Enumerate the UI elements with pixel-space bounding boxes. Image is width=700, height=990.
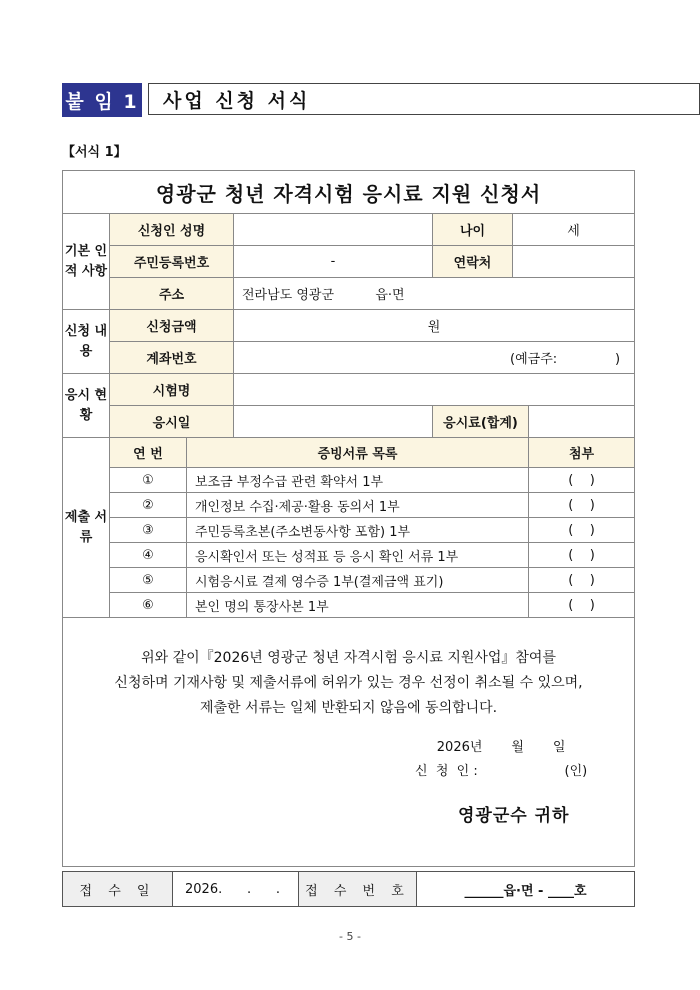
doc-name: 주민등록초본(주소변동사항 포함) 1부 <box>187 518 529 543</box>
doc-no: ② <box>110 493 187 518</box>
application-form-table <box>62 170 635 867</box>
doc-attach-check[interactable]: ( ) <box>529 518 635 543</box>
name-label: 신청인 성명 <box>110 214 234 246</box>
doc-attach-check[interactable]: ( ) <box>529 493 635 518</box>
section-header <box>62 83 311 117</box>
doc-name: 개인정보 수집·제공·활용 동의서 1부 <box>187 493 529 518</box>
receipt-number-label: 접 수 번 호 <box>299 872 417 907</box>
exam-date-label: 응시일 <box>110 406 234 438</box>
receipt-table <box>62 871 635 907</box>
doc-name: 본인 명의 통장사본 1부 <box>187 593 529 618</box>
contact-field[interactable] <box>513 246 635 278</box>
doc-attach-check[interactable]: ( ) <box>529 468 635 493</box>
doc-attach-check[interactable]: ( ) <box>529 568 635 593</box>
doc-attach-check[interactable]: ( ) <box>529 593 635 618</box>
doc-row <box>63 543 635 568</box>
doc-row <box>63 493 635 518</box>
statement-line-1: 위와 같이『2026년 영광군 청년 자격시험 응시료 지원사업』참여를 <box>141 650 556 666</box>
group-documents: 제출 서류 <box>63 438 110 618</box>
account-field[interactable]: (예금주: ) <box>234 342 635 374</box>
form-number: 【서식 1】 <box>62 145 127 160</box>
address-field[interactable]: 전라남도 영광군 읍·면 <box>234 278 635 310</box>
exam-date-field[interactable] <box>234 406 433 438</box>
sign-date[interactable]: 2026년 월 일 <box>436 740 566 755</box>
contact-label: 연락처 <box>433 246 513 278</box>
amount-label: 신청금액 <box>110 310 234 342</box>
account-label: 계좌번호 <box>110 342 234 374</box>
address-label: 주소 <box>110 278 234 310</box>
applicant-signature[interactable]: 신 청 인 : (인) <box>415 764 588 779</box>
doc-row <box>63 593 635 618</box>
addressee: 영광군수 귀하 <box>458 806 570 826</box>
rrn-label: 주민등록번호 <box>110 246 234 278</box>
fee-label: 응시료(합계) <box>433 406 529 438</box>
page-number: - 5 - <box>339 930 361 943</box>
attachment-badge: 붙 임 1 <box>62 83 142 117</box>
fee-field[interactable] <box>529 406 635 438</box>
statement-line-3: 제출한 서류는 일체 반환되지 않음에 동의합니다. <box>199 700 498 716</box>
receipt-date-field[interactable]: 2026. . . <box>173 872 299 907</box>
statement-line-2: 신청하며 기재사항 및 제출서류에 허위가 있는 경우 선정이 취소될 수 있으며, <box>114 675 583 691</box>
form-title: 영광군 청년 자격시험 응시료 지원 신청서 <box>63 171 635 214</box>
doc-name: 응시확인서 또는 성적표 등 응시 확인 서류 1부 <box>187 543 529 568</box>
doc-no: ① <box>110 468 187 493</box>
doc-row <box>63 518 635 543</box>
name-field[interactable] <box>234 214 433 246</box>
doc-header-list: 증빙서류 목록 <box>187 438 529 468</box>
group-basic-info: 기본 인적 사항 <box>63 214 110 310</box>
doc-no: ⑥ <box>110 593 187 618</box>
receipt-date-label: 접 수 일 <box>63 872 173 907</box>
doc-no: ⑤ <box>110 568 187 593</box>
doc-name: 보조금 부정수급 관련 확약서 1부 <box>187 468 529 493</box>
doc-header-no: 연 번 <box>110 438 187 468</box>
section-title: 사업 신청 서식 <box>148 83 700 115</box>
doc-header-attach: 첨부 <box>529 438 635 468</box>
doc-row <box>63 568 635 593</box>
consent-statement <box>63 618 635 867</box>
rrn-field[interactable]: - <box>234 246 433 278</box>
doc-name: 시험응시료 결제 영수증 1부(결제금액 표기) <box>187 568 529 593</box>
group-request: 신청 내용 <box>63 310 110 374</box>
group-exam: 응시 현황 <box>63 374 110 438</box>
age-label: 나이 <box>433 214 513 246</box>
doc-row <box>63 468 635 493</box>
doc-attach-check[interactable]: ( ) <box>529 543 635 568</box>
receipt-number-field[interactable]: ______읍·면 - ____호 <box>417 872 635 907</box>
age-field[interactable]: 세 <box>513 214 635 246</box>
exam-name-label: 시험명 <box>110 374 234 406</box>
exam-name-field[interactable] <box>234 374 635 406</box>
amount-field[interactable]: 원 <box>234 310 635 342</box>
doc-no: ④ <box>110 543 187 568</box>
doc-no: ③ <box>110 518 187 543</box>
